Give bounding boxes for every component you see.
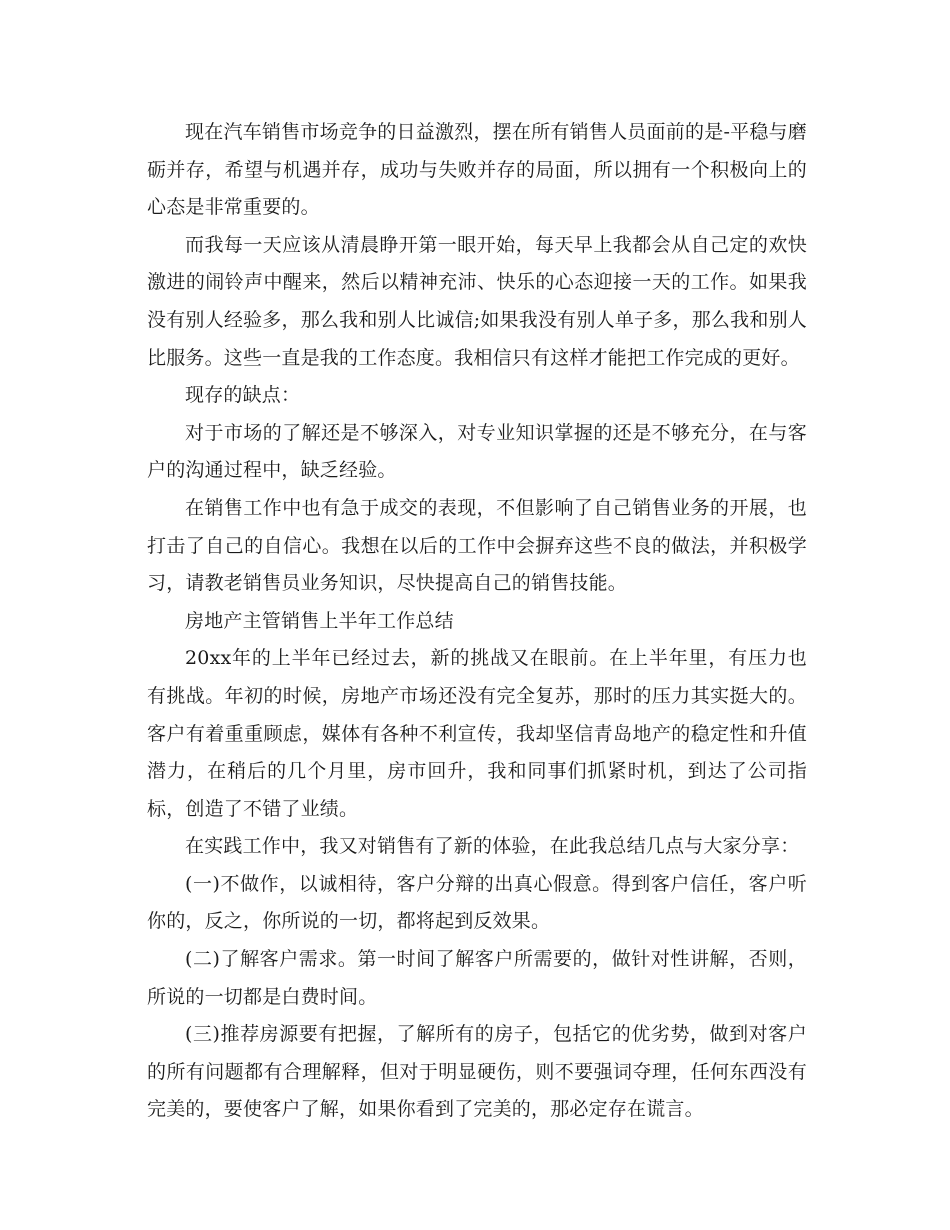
paragraph-11: (三)推荐房源要有把握，了解所有的房子，包括它的优劣势，做到对客户的所有问题都有合理解释，但对于明显硬伤，则不要强词夺理，任何东西没有完美的，要使客户了解，如果你看到了完美的，那必定存在谎言。 <box>147 1023 807 1121</box>
paragraph-10: (二)了解客户需求。第一时间了解客户所需要的，做针对性讲解，否则，所说的一切都是白费时间。 <box>147 948 807 1008</box>
paragraph-8: 在实践工作中，我又对销售有了新的体验，在此我总结几点与大家分享： <box>185 835 800 858</box>
paragraph-4: 对于市场的了解还是不够深入，对专业知识掌握的还是不够充分，在与客户的沟通过程中，缺乏经验。 <box>147 421 807 482</box>
paragraph-3: 现存的缺点： <box>185 384 301 407</box>
document-body <box>147 114 807 1129</box>
paragraph-2: 而我每一天应该从清晨睁开第一眼开始，每天早上我都会从自己定的欢快激进的闹铃声中醒来，然后以精神充沛、快乐的心态迎接一天的工作。如果我没有别人经验多，那么我和别人比诚信;如果我没有别人单子多，那么我和别人比服务。这些一直是我的工作态度。我相信只有这样才能把工作完成的更好。 <box>147 233 807 369</box>
paragraph-5: 在销售工作中也有急于成交的表现，不但影响了自己销售业务的开展，也打击了自己的自信心。我想在以后的工作中会摒弃这些不良的做法，并积极学习，请教老销售员业务知识，尽快提高自己的销售技能。 <box>147 496 807 595</box>
paragraph-1: 现在汽车销售市场竞争的日益激烈，摆在所有销售人员面前的是-平稳与磨砺并存，希望与机遇并存，成功与失败并存的局面，所以拥有一个积极向上的心态是非常重要的。 <box>147 121 807 219</box>
paragraph-9: (一)不做作，以诚相待，客户分辩的出真心假意。得到客户信任，客户听你的，反之，你所说的一切，都将起到反效果。 <box>147 872 807 933</box>
paragraph-7: 20xx年的上半年已经过去，新的挑战又在眼前。在上半年里，有压力也有挑战。年初的时候，房地产市场还没有完全复苏，那时的压力其实挺大的。客户有着重重顾虑，媒体有各种不利宣传，我却坚信青岛地产的稳定性和升值潜力，在稍后的几个月里，房市回升，我和同事们抓紧时机，到达了公司指标，创造了不错了业绩。 <box>147 647 807 820</box>
section-heading: 房地产主管销售上半年工作总结 <box>185 609 454 632</box>
